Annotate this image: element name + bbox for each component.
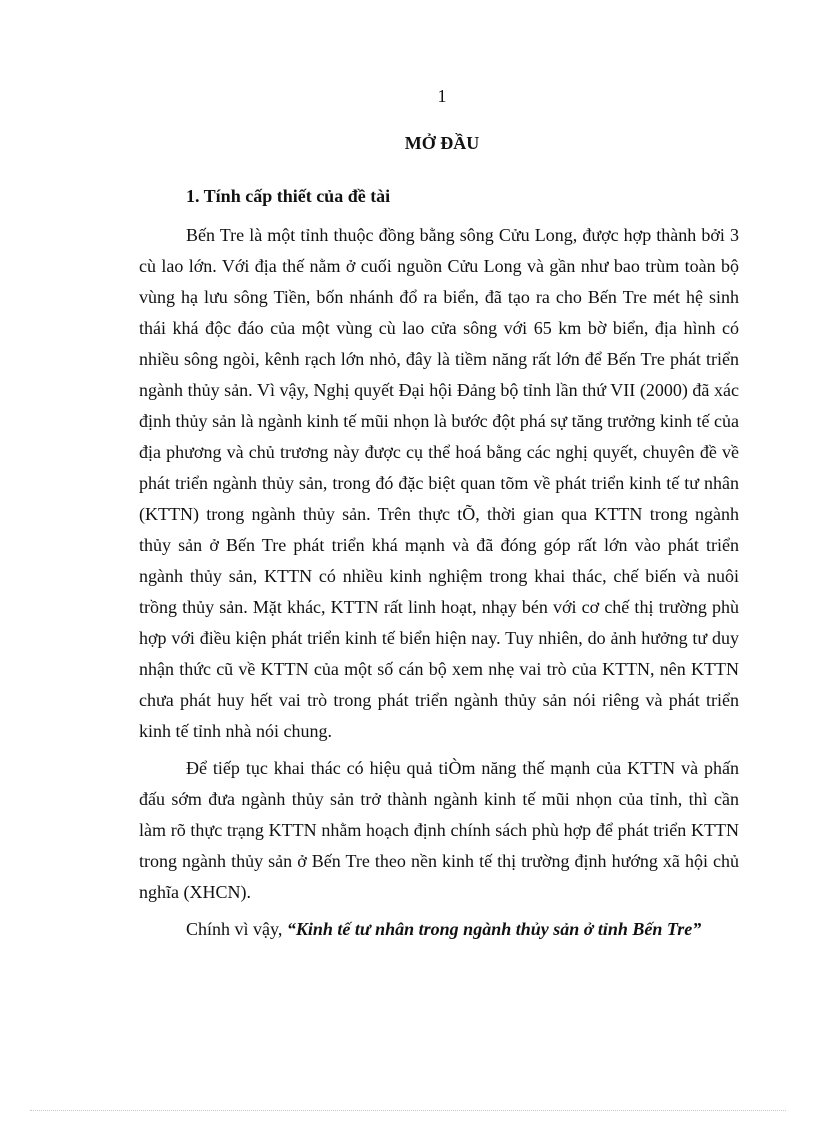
closing-lead: Chính vì vậy, (186, 919, 287, 939)
thesis-title: “Kinh tế tư nhân trong ngành thủy sản ở tỉnh Bến Tre” (286, 919, 702, 939)
paragraph-objective: Để tiếp tục khai thác có hiệu quả tiÒm năng thế mạnh của KTTN và phấn đấu sớm đưa ngành thủy sản trở thành ngành kinh tế mũi nhọn của tỉnh, thì cần làm rõ thực trạng KTTN nhằm hoạch định chính sách phù hợp để phát triển KTTN trong ngành thủy sản ở Bến Tre theo nền kinh tế thị trường định hướng xã hội chủ nghĩa (XHCN). (139, 758, 739, 902)
page-title: MỞ ĐẦU (404, 133, 480, 153)
document-body (139, 220, 739, 951)
page-bottom-divider (30, 1110, 786, 1111)
paragraph-context: Bến Tre là một tỉnh thuộc đồng bằng sông Cửu Long, được hợp thành bởi 3 cù lao lớn. Với địa thế nằm ở cuối nguồn Cửu Long và gần như bao trùm toàn bộ vùng hạ lưu sông Tiền, bốn nhánh đổ ra biển, đã tạo ra cho Bến Tre mét hệ sinh thái khá độc đáo của một vùng cù lao cửa sông với 65 km bờ biển, địa hình có nhiều sông ngòi, kênh rạch lớn nhỏ, đây là tiềm năng rất lớn để Bến Tre phát triển ngành thủy sản. Vì vậy, Nghị quyết Đại hội Đảng bộ tỉnh lần thứ VII (2000) đã xác định thủy sản là ngành kinh tế mũi nhọn là bước đột phá sự tăng trưởng kinh tế của địa phương và chủ trương này được cụ thể hoá bằng các nghị quyết, chuyên đề về phát triển ngành thủy sản, trong đó đặc biệt quan tõm về phát triển kinh tế tư nhân (KTTN) trong ngành thủy sản. Trên thực tÕ, thời gian qua KTTN trong ngành thủy sản ở Bến Tre phát triển khá mạnh và đã đóng góp rất lớn vào phát triển ngành thủy sản, KTTN có nhiều kinh nghiệm trong khai thác, chế biến và nuôi trồng thủy sản. Mặt khác, KTTN rất linh hoạt, nhạy bén với cơ chế thị trường phù hợp với điều kiện phát triển kinh tế biển hiện nay. Tuy nhiên, do ảnh hưởng tư duy nhận thức cũ về KTTN của một số cán bộ xem nhẹ vai trò của KTTN, nên KTTN chưa phát huy hết vai trò trong phát triển ngành thủy sản nói riêng và phát triển kinh tế tỉnh nhà nói chung. (139, 225, 739, 741)
section-heading: 1. Tính cấp thiết của đề tài (186, 186, 391, 206)
page-number: 1 (437, 86, 447, 106)
paragraph-closing (139, 914, 739, 945)
